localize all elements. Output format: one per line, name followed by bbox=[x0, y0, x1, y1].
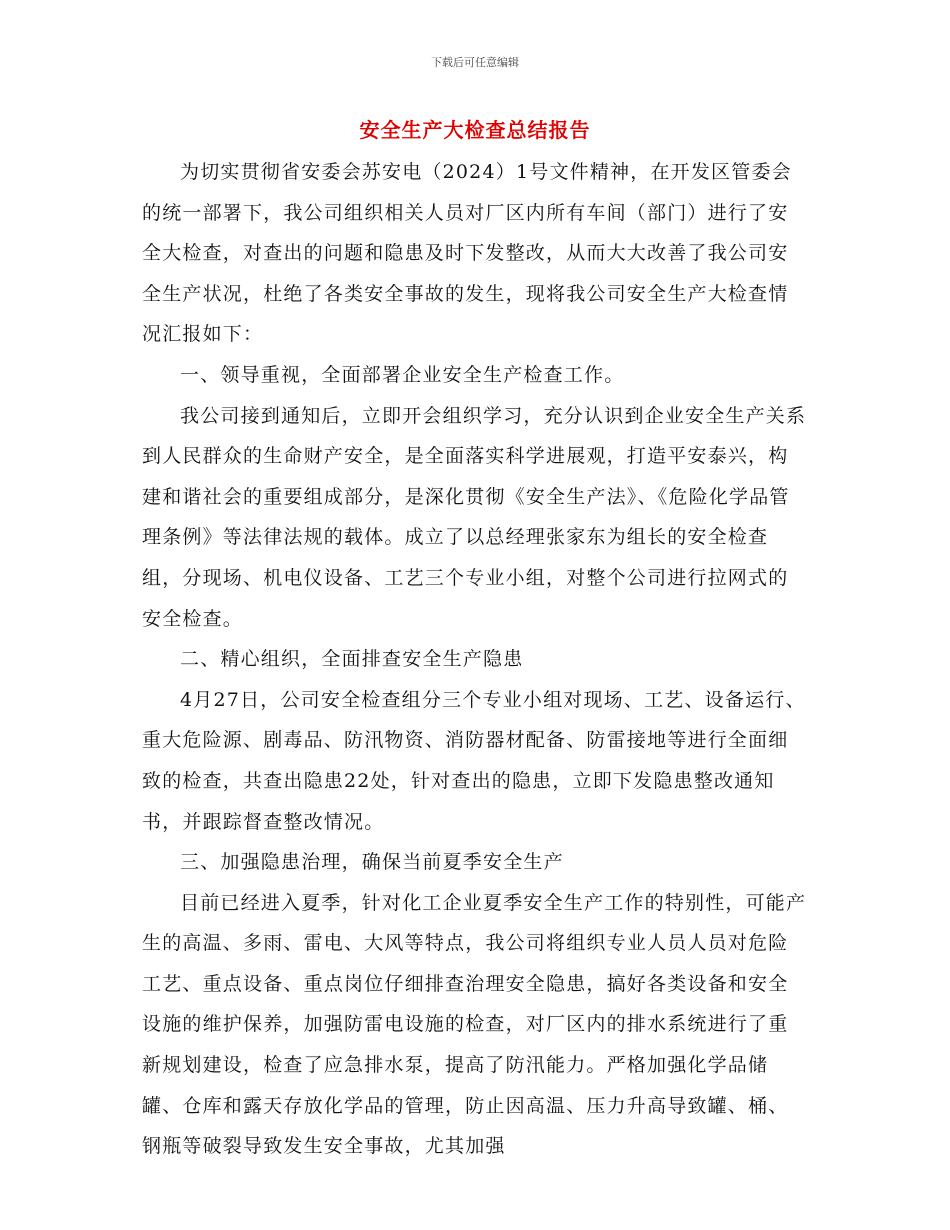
paragraph-section-1: 我公司接到通知后，立即开会组织学习，充分认识到企业安全生产关系到人民群众的生命财产安全，是全面落实科学进展观，打造平安泰兴，构建和谐社会的重要组成部分，是深化贯彻《安全生产法》、《危险化学品管理条例》等法律法规的载体。成立了以总经理张家东为组长的安全检查组，分现场、机电仪设备、工艺三个专业小组，对整个公司进行拉网式的安全检查。 bbox=[142, 404, 807, 630]
section-heading-1: 一、领导重视，全面部署企业安全生产检查工作。 bbox=[180, 363, 625, 386]
paragraph-section-3: 目前已经进入夏季，针对化工企业夏季安全生产工作的特别性，可能产生的高温、多雨、雷电、大风等特点，我公司将组织专业人员人员对危险工艺、重点设备、重点岗位仔细排查治理安全隐患，搞好各类设备和安全设施的维护保养，加强防雷电设施的检查，对厂区内的排水系统进行了重新规划建设，检查了应急排水泵，提高了防汛能力。严格加强化学品储罐、仓库和露天存放化学品的管理，防止因高温、压力升高导致罐、桶、钢瓶等破裂导致发生安全事故，尤其加强 bbox=[142, 891, 807, 1158]
document-body bbox=[142, 152, 807, 1167]
document-title: 安全生产大检查总结报告 bbox=[359, 118, 591, 142]
paragraph-section-2: 4月27日，公司安全检查组分三个专业小组对现场、工艺、设备运行、重大危险源、剧毒品、防汛物资、消防器材配备、防雷接地等进行全面细致的检查，共查出隐患22处，针对查出的隐患，立即下发隐患整改通知书，并跟踪督查整改情况。 bbox=[142, 688, 806, 833]
header-note: 下载后可任意编辑 bbox=[431, 56, 519, 69]
section-heading-3: 三、加强隐患治理，确保当前夏季安全生产 bbox=[180, 851, 564, 874]
section-heading-2: 二、精心组织，全面排查安全生产隐患 bbox=[180, 648, 524, 671]
paragraph-intro: 为切实贯彻省安委会苏安电（2024）1号文件精神，在开发区管委会的统一部署下，我公司组织相关人员对厂区内所有车间（部门）进行了安全大检查，对查出的问题和隐患及时下发整改，从而大大改善了我公司安全生产状况，杜绝了各类安全事故的发生，现将我公司安全生产大检查情况汇报如下： bbox=[142, 161, 792, 346]
